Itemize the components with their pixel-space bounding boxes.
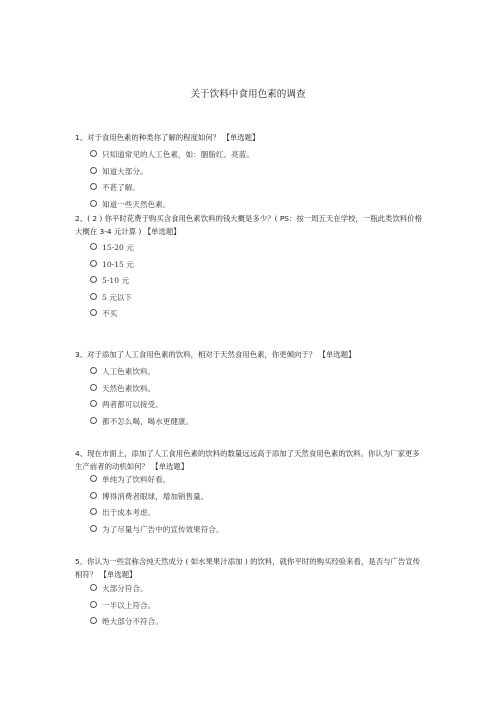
option-radio[interactable]: 5 元以下 — [90, 290, 134, 307]
radio-circle-icon[interactable] — [90, 150, 97, 157]
page-title: 关于饮料中食用色素的调查 — [190, 89, 306, 100]
option-radio[interactable]: 10-15 元 — [90, 257, 134, 274]
radio-circle-icon[interactable] — [90, 525, 97, 532]
option-radio[interactable]: 只知道常见的人工色素，如：胭脂红、亮蓝。 — [90, 147, 254, 164]
question-3-options — [90, 364, 193, 430]
radio-circle-icon[interactable] — [90, 508, 97, 515]
radio-circle-icon[interactable] — [90, 492, 97, 499]
option-radio[interactable]: 为了尽量与广告中的宣传效果符合。 — [90, 522, 224, 539]
question-2-options — [90, 240, 134, 323]
radio-circle-icon[interactable] — [90, 601, 97, 608]
question-1-text: 1、对于食用色素的种类你了解的程度如何？ 【单选题】 — [75, 133, 260, 142]
option-radio[interactable]: 人工色素饮料。 — [90, 364, 193, 381]
question-2-text: 2、( 2 ) 你平时花费于购买含食用色素饮料的钱大概是多少？( PS：按一周五天在学校，一瓶此类饮料价格大概在 3-4 元计算 ) 【单选题】 — [75, 214, 423, 236]
radio-circle-icon[interactable] — [90, 260, 97, 267]
radio-circle-icon[interactable] — [90, 200, 97, 207]
question-4-text: 4、现在市面上，添加了人工食用色素的饮料的数量远远高于添加了天然食用色素的饮料。你认为厂家更多生产前者的动机如何？ 【单选题】 — [75, 449, 420, 471]
option-radio[interactable]: 5-10 元 — [90, 273, 134, 290]
option-radio[interactable]: 都不怎么喝，喝水更健康。 — [90, 414, 193, 431]
radio-circle-icon[interactable] — [90, 617, 97, 624]
radio-circle-icon[interactable] — [90, 417, 97, 424]
option-radio[interactable]: 不买 — [90, 306, 134, 323]
question-5-text: 5、你认为一些宣称含纯天然成分 ( 如水果果汁添加 ) 的饮料，就你平时的购买经验来看，是否与广告宣传相符？ 【单选题】 — [75, 557, 421, 579]
option-radio[interactable]: 单纯为了饮料好看。 — [90, 472, 224, 489]
radio-circle-icon[interactable] — [90, 293, 97, 300]
question-4-options — [90, 472, 224, 538]
option-radio[interactable]: 绝大部分不符合。 — [90, 614, 163, 631]
radio-circle-icon[interactable] — [90, 243, 97, 250]
radio-circle-icon[interactable] — [90, 475, 97, 482]
question-3-text: 3、对于添加了人工食用色素的饮料，相对于天然食用色素，你更倾向于？ 【单选题】 — [75, 350, 356, 359]
option-radio[interactable]: 知道一些天然色素。 — [90, 197, 254, 214]
option-radio[interactable]: 一半以上符合。 — [90, 598, 163, 615]
radio-circle-icon[interactable] — [90, 400, 97, 407]
option-radio[interactable]: 博得消费者眼球，增加销售量。 — [90, 489, 224, 506]
option-radio[interactable]: 不甚了解。 — [90, 180, 254, 197]
option-radio[interactable]: 15-20 元 — [90, 240, 134, 257]
question-5-options — [90, 581, 163, 631]
radio-circle-icon[interactable] — [90, 309, 97, 316]
option-radio[interactable]: 大部分符合。 — [90, 581, 163, 598]
radio-circle-icon[interactable] — [90, 384, 97, 391]
radio-circle-icon[interactable] — [90, 183, 97, 190]
radio-circle-icon[interactable] — [90, 276, 97, 283]
option-radio[interactable]: 天然色素饮料。 — [90, 381, 193, 398]
radio-circle-icon[interactable] — [90, 584, 97, 591]
option-radio[interactable]: 知道大部分。 — [90, 164, 254, 181]
radio-circle-icon[interactable] — [90, 367, 97, 374]
radio-circle-icon[interactable] — [90, 167, 97, 174]
option-radio[interactable]: 出于成本考虑。 — [90, 505, 224, 522]
option-radio[interactable]: 两者都可以接受。 — [90, 397, 193, 414]
question-1-options — [90, 147, 254, 213]
